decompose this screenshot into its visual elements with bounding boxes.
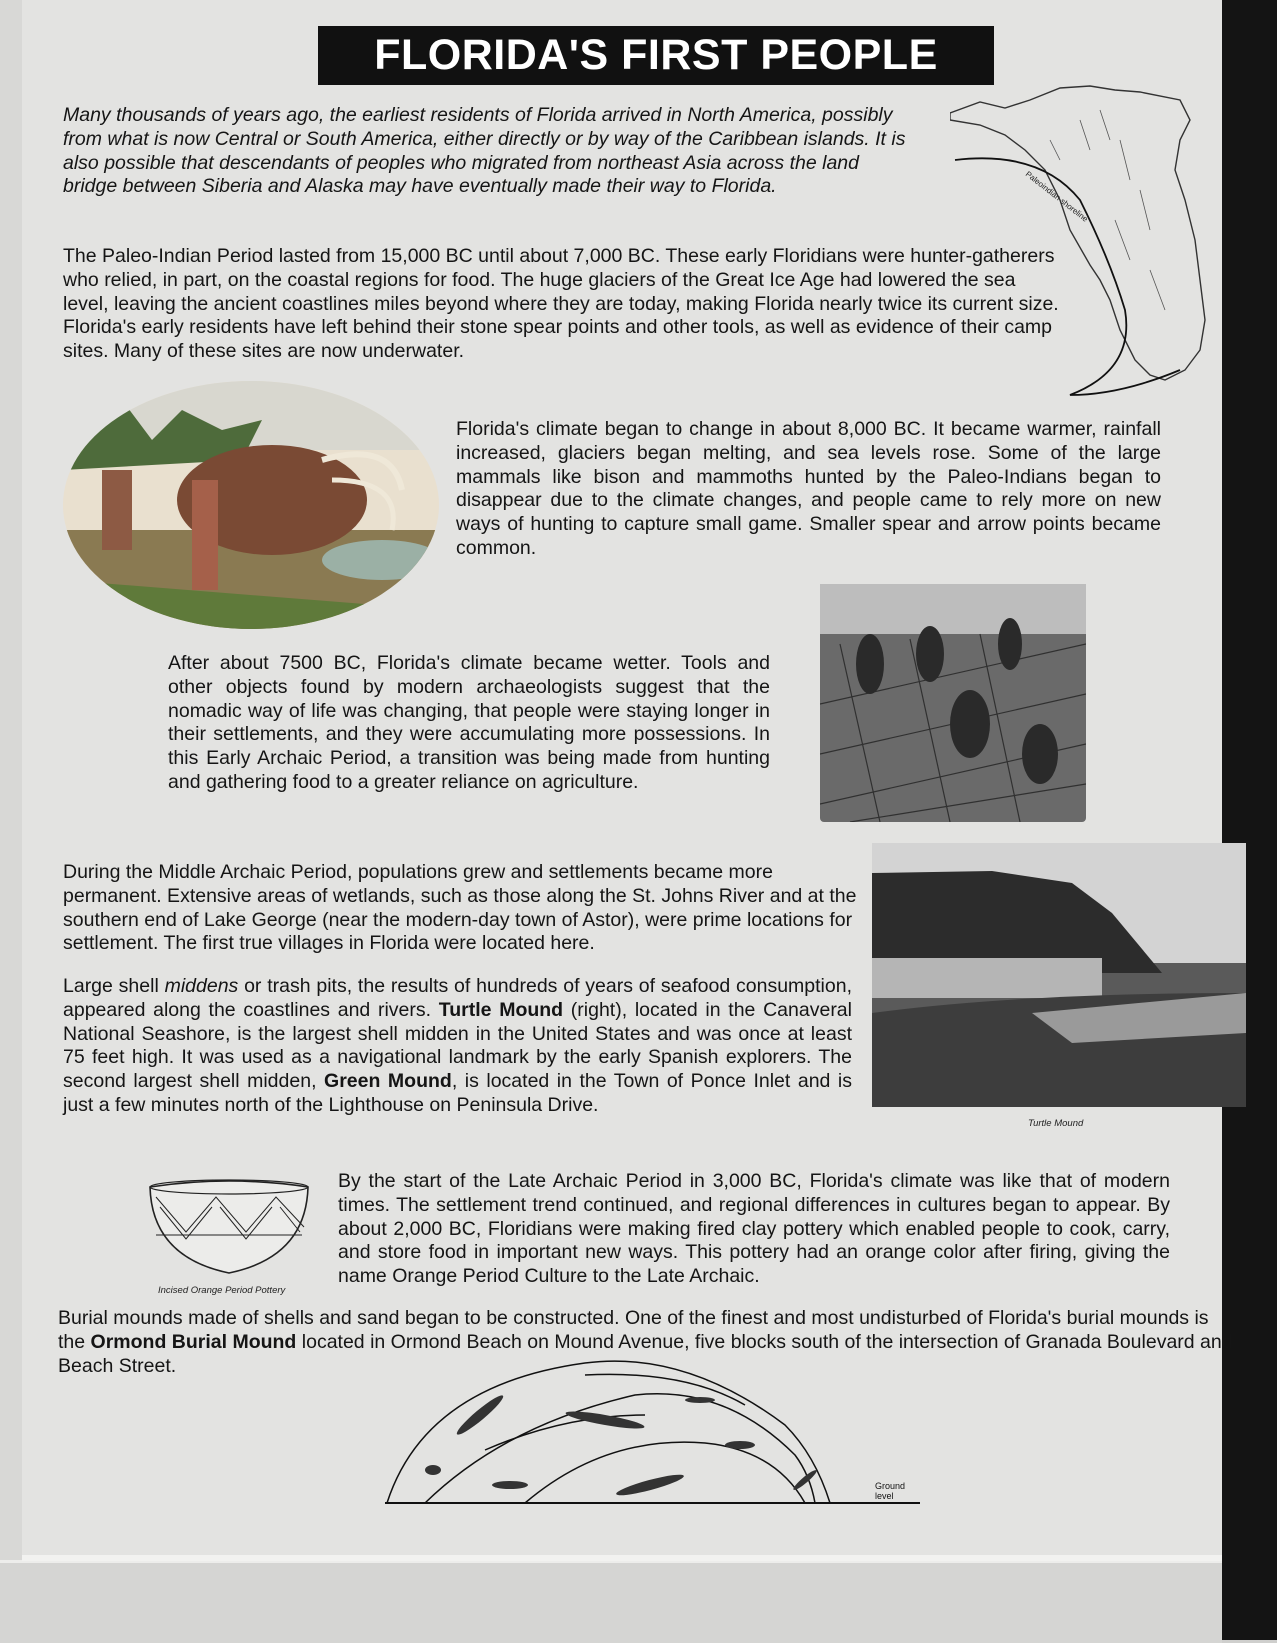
middens-text-2: or trash pits, the results of hundreds of years of seafood consumption, appeared along the coastlines and rivers. (63, 975, 852, 1021)
pottery-caption: Incised Orange Period Pottery (158, 1285, 286, 1296)
early-archaic-paragraph: After about 7500 BC, Florida's climate became wetter. Tools and other objects found by modern archaeologists suggest that the nomadic way of life was changing, that people were staying longer in their settlements, and they were accumulating more possessions. In this Early Archaic Period, a transition was being made from hunting and gathering food to a greater reliance on agriculture. (168, 652, 770, 793)
ground-label-line1: Ground (875, 1481, 906, 1491)
middens-word: middens (164, 975, 239, 997)
late-archaic-paragraph: By the start of the Late Archaic Period in 3,000 BC, Florida's climate was like that of modern times. The settlement trend continued, and regional differences in cultures began to appear. By about 2,000 BC, Floridians were making fired clay pottery which enabled people to cook, carry, and store food in important new ways. This pottery had an orange color after firing, giving the name Orange Period Culture to the Late Archaic. (338, 1170, 1170, 1288)
page-title: FLORIDA'S FIRST PEOPLE (318, 26, 994, 85)
mammoth-hunt-illustration (62, 380, 440, 630)
middens-text-3: (right), located in the Canaveral National Seashore, is the largest shell midden in the United States and was once at least 75 feet high. It was used as a navigational landmark by the early Spanish explorers. The second largest shell midden, (63, 998, 852, 1093)
turtle-mound-bold: Turtle Mound (438, 998, 564, 1021)
intro-paragraph: Many thousands of years ago, the earliest residents of Florida arrived in North America, possibly from what is now Central or South America, either directly or by way of the Caribbean islands. It is also possible that descendants of peoples who migrated from northeast Asia across the land bridge between Siberia and Alaska may have eventually made their way to Florida. (63, 104, 906, 198)
turtle-mound-caption: Turtle Mound (1028, 1118, 1084, 1129)
middens-text-1: Large shell (63, 975, 165, 997)
frame-left-edge (0, 0, 24, 1640)
middle-archaic-paragraph: During the Middle Archaic Period, populations grew and settlements became more permanent. Extensive areas of wetlands, such as those along the St. Johns River and at the southern end of Lake George (near the modern-day town of Astor), were prime locations for settlement. The first true villages in Florida were located here. (63, 861, 857, 955)
paleo-indian-paragraph: The Paleo-Indian Period lasted from 15,000 BC until about 7,000 BC. These early Floridians were hunter-gatherers who relied, in part, on the coastal regions for food. The huge glaciers of the Great Ice Age had lowered the sea level, leaving the ancient coastlines miles beyond where they are today, making Florida nearly twice its current size. Florida's early residents have left behind their stone spear points and other tools, as well as evidence of their camp sites. Many of these sites are now underwater. (63, 245, 1059, 363)
agriculture-engraving (820, 584, 1086, 822)
burial-mound-diagram (385, 1355, 925, 1510)
burial-text-2: located in Ormond Beach on Mound Avenue, five blocks south of the intersection of Granada Boulevard and Beach Street. (58, 1330, 1233, 1377)
middens-text-4: , is located in the Town of Ponce Inlet and is just a few minutes north of the Lighthouse on Peninsula Drive. (63, 1070, 852, 1116)
burial-text-1: Burial mounds made of shells and sand began to be constructed. One of the finest and most undisturbed of Florida's burial mounds is the (58, 1307, 1209, 1353)
turtle-mound-photo (872, 843, 1246, 1107)
green-mound-bold: Green Mound (324, 1070, 452, 1093)
frame-bottom-trim (0, 1560, 1222, 1643)
climate-change-paragraph: Florida's climate began to change in about 8,000 BC. It became warmer, rainfall increased, glaciers began melting, and sea levels rose. Some of the large mammals like bison and mammoths hunted by the Paleo-Indians began to disappear due to the climate changes, and people came to rely more on new ways of hunting to capture small game. Smaller spear and arrow points became common. (456, 418, 1161, 559)
ground-label-line2: level (875, 1491, 894, 1501)
shoreline-label: Paleoindian shoreline (1023, 169, 1090, 224)
ormond-burial-mound-bold: Ormond Burial Mound (90, 1330, 297, 1353)
middens-paragraph (63, 975, 852, 1118)
pottery-drawing (146, 1177, 312, 1277)
